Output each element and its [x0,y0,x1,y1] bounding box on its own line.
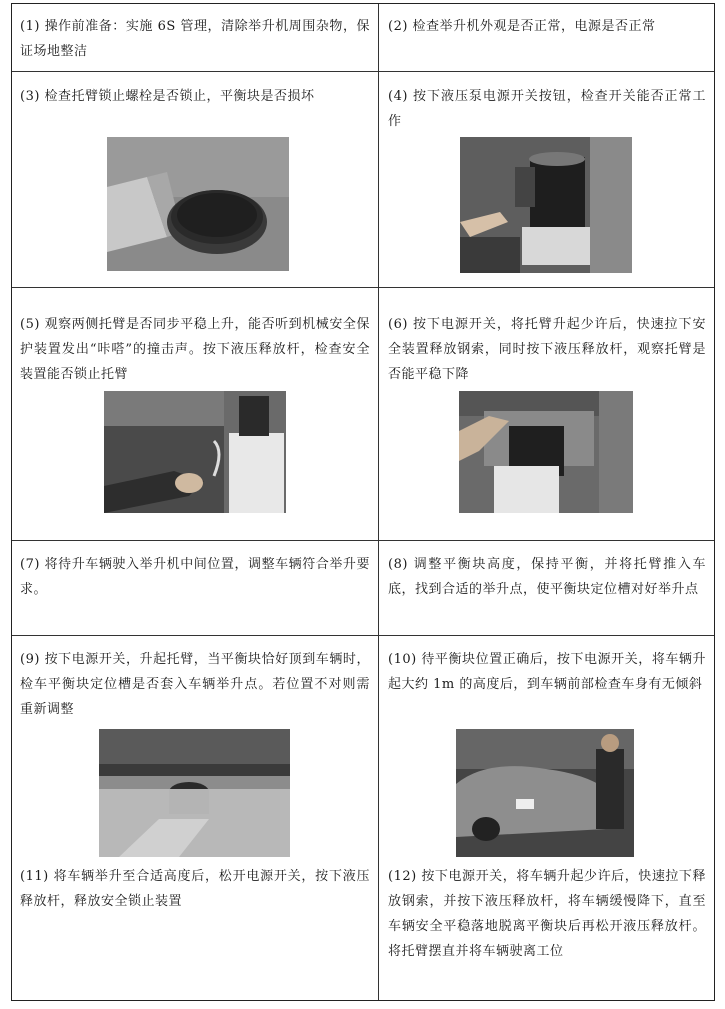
row-divider [12,71,714,72]
step-2-text: (2) 检查举升机外观是否正常，电源是否正常 [388,19,656,34]
photo-lift-point-under-car [99,729,290,857]
step-12-text: (12) 按下电源开关，将车辆升起少许后，快速拉下释放钢索，并按下液压释放杆，将车辆缓慢降下，直至车辆安全平稳落地脱离平衡块后再松开液压释放杆。将托臂摆直并将车辆驶离工位 [388,869,706,959]
step-3-text: (3) 检查托臂锁止螺栓是否锁止，平衡块是否损坏 [20,89,315,104]
step-5-text: (5) 观察两侧托臂是否同步平稳上升，能否听到机械安全保护装置发出“咔嗒”的撞击声。按下液压释放杆，检查安全装置能否锁止托臂 [20,317,370,382]
row-divider [12,287,714,288]
step-7-text: (7) 将待升车辆驶入举升机中间位置，调整车辆符合举升要求。 [20,557,370,597]
photo-pump-switch [460,137,632,273]
step-9-text: (9) 按下电源开关，升起托臂，当平衡块恰好顶到车辆时，检车平衡块定位槽是否套入车辆举升点。若位置不对则需重新调整 [20,652,370,717]
step-10-text: (10) 待平衡块位置正确后，按下电源开关，将车辆升起大约 1m 的高度后，到车辆前部检查车身有无倾斜 [388,652,706,692]
step-8-text: (8) 调整平衡块高度，保持平衡，并将托臂推入车底，找到合适的举升点，使平衡块定位槽对好举升点 [388,557,706,597]
step-11-text: (11) 将车辆举升至合适高度后，松开电源开关，按下液压释放杆，释放安全锁止装置 [20,869,370,909]
photo-safety-cable [459,391,633,513]
row-divider [12,635,714,636]
photo-raised-car-inspection [456,729,634,857]
row-divider [12,540,714,541]
step-6-text: (6) 按下电源开关，将托臂升起少许后，快速拉下安全装置释放钢索，同时按下液压释放杆，观察托臂是否能平稳下降 [388,317,706,382]
column-divider [378,4,379,1000]
step-1-text: (1) 操作前准备：实施 6S 管理，清除举升机周围杂物，保证场地整洁 [20,19,370,59]
photo-hydraulic-release [104,391,286,513]
step-4-text: (4) 按下液压泵电源开关按钮，检查开关能否正常工作 [388,89,706,129]
procedure-table [11,3,715,1001]
photo-lift-arm-lock-bolt [107,137,289,271]
